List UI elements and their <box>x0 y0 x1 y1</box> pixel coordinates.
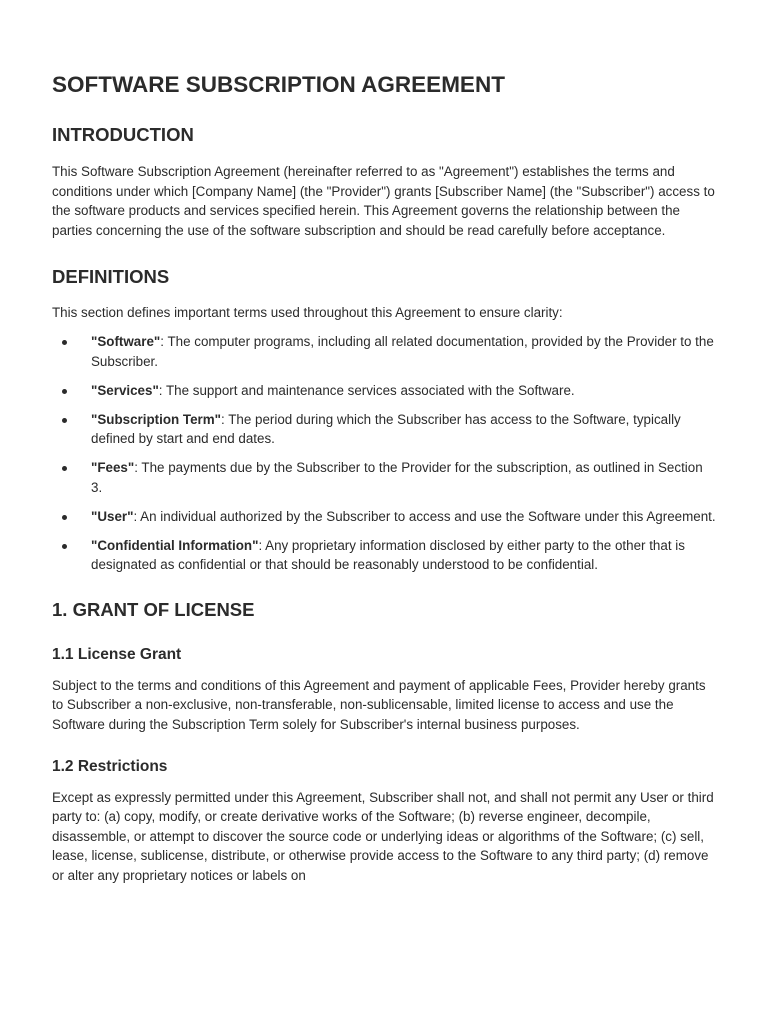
bullet-icon <box>62 515 67 520</box>
definition-term: "Confidential Information" <box>91 537 259 553</box>
definitions-heading: DEFINITIONS <box>52 266 170 288</box>
bullet-icon <box>62 340 67 345</box>
bullet-icon <box>62 389 67 394</box>
definition-item-services <box>52 381 718 401</box>
definition-item-user <box>52 507 718 527</box>
license-grant-paragraph: Subject to the terms and conditions of this Agreement and payment of applicable Fees, Provider hereby grants to Subscriber a non-exclusive, non-transferable, non-sublicensable, limited license to access and use the Software during the Subscription Term solely for Subscriber's internal business purposes. <box>52 677 706 733</box>
definition-item-software <box>52 332 718 371</box>
bullet-icon <box>62 418 67 423</box>
definition-text: : Any proprietary information disclosed by either party to the other that is designated as confidential or that should be reasonably understood to be confidential. <box>91 537 685 573</box>
introduction-heading: INTRODUCTION <box>52 124 194 145</box>
bullet-icon <box>62 466 67 471</box>
definition-text: : The support and maintenance services associated with the Software. <box>158 382 575 398</box>
definition-item-subscription-term <box>52 410 718 449</box>
definition-term: "Services" <box>91 382 159 398</box>
document-title: SOFTWARE SUBSCRIPTION AGREEMENT <box>52 72 505 97</box>
introduction-paragraph: This Software Subscription Agreement (hereinafter referred to as "Agreement") establishes the terms and conditions under which [Company Name] (the "Provider") grants [Subscriber Name] (the "Subscriber") access to the software products and services specified herein. This Agreement governs the relationship between the parties concerning the use of the software subscription and should be read carefully before acceptance. <box>52 164 715 238</box>
definition-term: "Fees" <box>91 460 135 476</box>
definition-text: : The payments due by the Subscriber to the Provider for the subscription, as outlined in Section 3. <box>91 460 703 495</box>
definition-term: "Software" <box>91 333 161 349</box>
definition-text: : An individual authorized by the Subscriber to access and use the Software under this Agreement. <box>133 508 716 524</box>
definition-term: "Subscription Term" <box>91 411 222 427</box>
definition-text: : The period during which the Subscriber has access to the Software, typically defined by start and end dates. <box>91 411 681 447</box>
grant-of-license-heading: 1. GRANT OF LICENSE <box>52 598 255 620</box>
definition-text: : The computer programs, including all related documentation, provided by the Provider to the Subscriber. <box>91 333 714 369</box>
bullet-icon <box>62 544 67 549</box>
restrictions-paragraph: Except as expressly permitted under this Agreement, Subscriber shall not, and shall not permit any User or third party to: (a) copy, modify, or create derivative works of the Software; (b) reverse engineer, decompile, disassemble, or attempt to discover the source code or underlying ideas or algorithms of the Software; (c) sell, lease, license, sublicense, distribute, or otherwise provide access to the Software to any third party; (d) remove or alter any proprietary notices or labels on <box>52 789 714 884</box>
definitions-intro: This section defines important terms used throughout this Agreement to ensure clarity: <box>52 305 563 321</box>
license-grant-heading: 1.1 License Grant <box>52 645 182 663</box>
definition-term: "User" <box>91 508 134 524</box>
definition-item-confidential-information <box>52 536 718 575</box>
restrictions-heading: 1.2 Restrictions <box>52 757 168 775</box>
definition-item-fees <box>52 458 718 497</box>
definitions-list <box>52 332 718 575</box>
